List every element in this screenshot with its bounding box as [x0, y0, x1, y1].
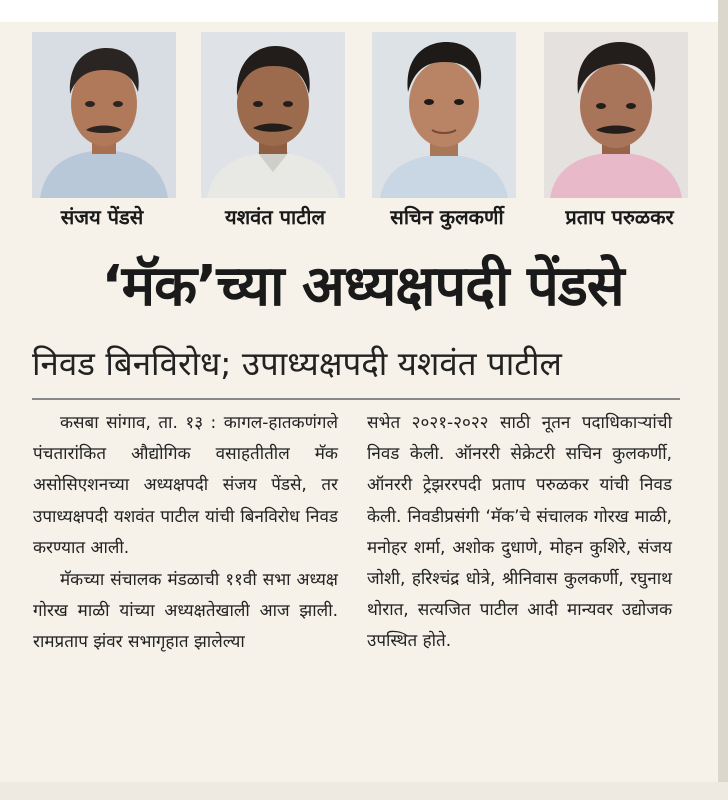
article-paragraph: सभेत २०२१-२०२२ साठी नूतन पदाधिकाऱ्यांची निवड केली. ऑनररी सेक्रेटरी सचिन कुलकर्णी, ऑनररी ट्रेझररपदी प्रताप परुळकर यांची निवड केली. निवडीप्रसंगी ‘मॅक’चे संचालक गोरख माळी, मनोहर शर्मा, अशोक दुधाणे, मोहन कुशिरे, संजय जोशी, हरिश्‍चंद्र धोत्रे, श्रीनिवास कुलकर्णी, रघुनाथ थोरात, सत्यजित पाटील आदी मान्यवर उद्योजक उपस्थित होते.: [367, 413, 672, 652]
caption-name-2: यशवंत पाटील: [224, 205, 326, 229]
caption-name-3: सचिन कुलकर्णी: [390, 205, 504, 229]
portrait-photo-4: [544, 32, 688, 198]
top-margin: [0, 0, 728, 22]
caption-name-4: प्रताप परुळकर: [565, 205, 674, 229]
bottom-margin: [0, 782, 728, 800]
article-paragraph: कसबा सांगाव, ता. १३ : कागल-हातकणंगले पंचतारांकित औद्योगिक वसाहतीतील मॅक असोसिएशनच्या अध्यक्षपदी संजय पेंडसे, तर उपाध्यक्षपदी यशवंत पाटील यांची बिनविरोध निवड करण्यात आली.: [33, 413, 338, 558]
portrait-photo-1: [32, 32, 176, 198]
portrait-photo-3: [372, 32, 516, 198]
article-column-1: [33, 408, 338, 659]
subheadline: निवड बिनविरोध; उपाध्यक्षपदी यशवंत पाटील: [32, 344, 562, 383]
divider: [32, 398, 680, 400]
headline: ‘मॅक’च्या अध्यक्षपदी पेंडसे: [101, 254, 624, 319]
portrait-photo-2: [201, 32, 345, 198]
article-column-2: [367, 408, 672, 658]
caption-name-1: संजय पेंडसे: [60, 205, 144, 229]
article-paragraph: मॅकच्या संचालक मंडळाची ११वी सभा अध्यक्ष गोरख माळी यांच्या अध्यक्षतेखाली आज झाली. रामप्रताप झंवर सभागृहात झालेल्या: [33, 570, 338, 653]
page-edge: [718, 0, 728, 800]
